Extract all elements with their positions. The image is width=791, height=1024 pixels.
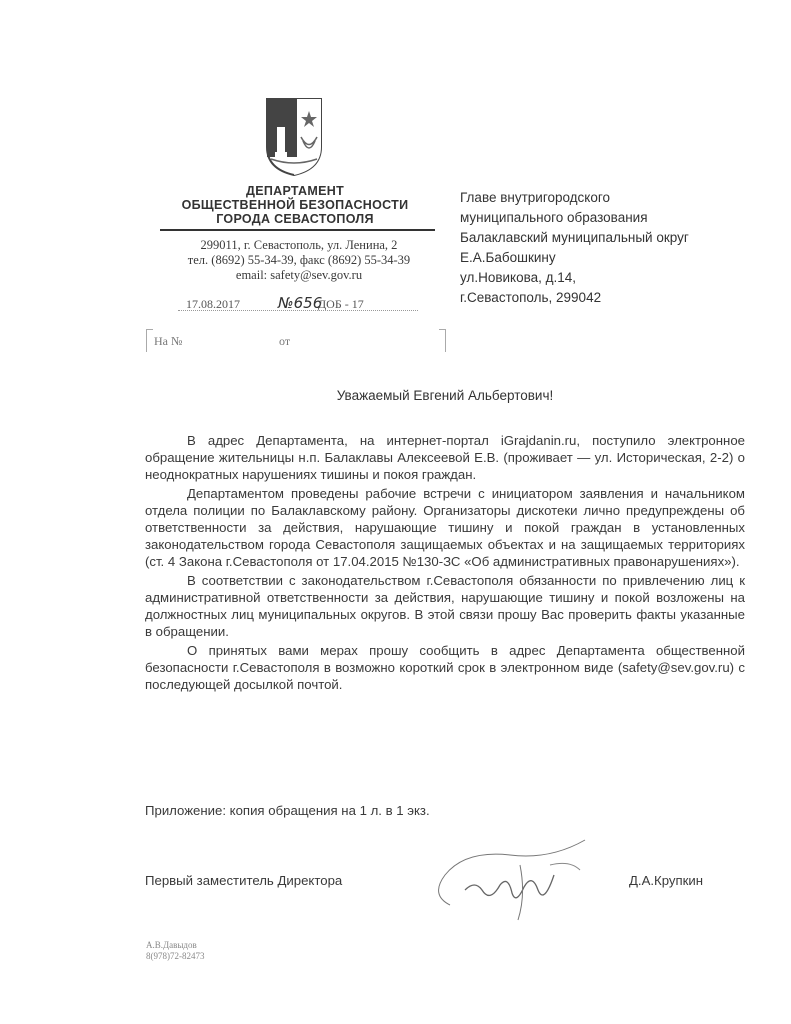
handwritten-signature-icon [420, 835, 600, 925]
department-phones: тел. (8692) 55-34-39, факс (8692) 55-34-39 [187, 253, 411, 267]
body-paragraph: В адрес Департамента, на интернет-портал iGrajdanin.ru, поступило электронное обращение жительницы н.п. Балаклавы Алексеевой Е.В. (проживает — ул. Историческая, 2-2) о неоднократных нарушениях тишины и покоя граждан. [145, 433, 745, 482]
recipient-line: муниципального образования [460, 210, 648, 225]
department-contacts [174, 238, 424, 283]
registration-number-value: 656 [293, 294, 323, 312]
reference-date-label: от [279, 334, 291, 348]
reference-corner-left [146, 329, 153, 352]
registration-number-prefix: № [278, 294, 294, 312]
registration-date: 17.08.2017 [186, 297, 240, 311]
reference-corner-right [439, 329, 446, 352]
letterhead-divider [160, 229, 435, 231]
reference-number-label: На № [154, 334, 183, 348]
recipient-line: Главе внутригородского [460, 190, 611, 205]
executor-name: А.В.Давыдов [146, 940, 197, 950]
sevastopol-coat-of-arms-icon [259, 97, 329, 177]
recipient-line: г.Севастополь, 299042 [460, 290, 602, 305]
salutation: Уважаемый Евгений Альбертович! [336, 388, 554, 403]
letter-body [145, 432, 745, 693]
registration-underline [178, 310, 418, 311]
department-address: 299011, г. Севастополь, ул. Ленина, 2 [200, 238, 398, 252]
body-paragraph: О принятых вами мерах прошу сообщить в адрес Департамента общественной безопасности г.Севастополя в возможно короткий срок в электронном виде (safety@sev.gov.ru) с последующей досылкой почтой. [145, 643, 745, 692]
department-line: ГОРОДА СЕВАСТОПОЛЯ [216, 212, 374, 226]
attachment-note: Приложение: копия обращения на 1 л. в 1 экз. [145, 803, 430, 818]
department-name [160, 184, 430, 226]
recipient-line: Е.А.Бабошкину [460, 250, 556, 265]
body-paragraph: Департаментом проведены рабочие встречи с инициатором заявления и начальником отдела полиции по Балаклавскому району. Организаторы дискотеки лично предупреждены об ответственности за действия, нарушающие тишину и покой граждан в установленных законодательством города Севастополя защищаемых объектах и на защищаемых территориях (ст. 4 Закона г.Севастополя от 17.04.2015 №130-ЗС «Об административных правонарушениях»). [145, 486, 745, 569]
signer-title: Первый заместитель Директора [145, 873, 343, 888]
signer-name: Д.А.Крупкин [629, 873, 704, 888]
department-line: ДЕПАРТАМЕНТ [245, 184, 344, 198]
department-email: email: safety@sev.gov.ru [235, 268, 363, 282]
registration-suffix: ДОБ - 17 [318, 297, 364, 311]
executor-info [146, 940, 205, 962]
recipient-line: Балаклавский муниципальный округ [460, 230, 689, 245]
recipient-line: ул.Новикова, д.14, [460, 270, 577, 285]
body-paragraph: В соответствии с законодательством г.Севастополя обязанности по привлечению лиц к административной ответственности за действия, нарушающие тишину и покой возложены на должностных лиц муниципальных округов. В этой связи прошу Вас проверить факты указанные в обращении. [145, 573, 745, 639]
recipient-block [460, 188, 760, 308]
executor-phone: 8(978)72-82473 [146, 951, 205, 961]
reference-box [146, 329, 446, 351]
department-line: ОБЩЕСТВЕННОЙ БЕЗОПАСНОСТИ [181, 198, 409, 212]
